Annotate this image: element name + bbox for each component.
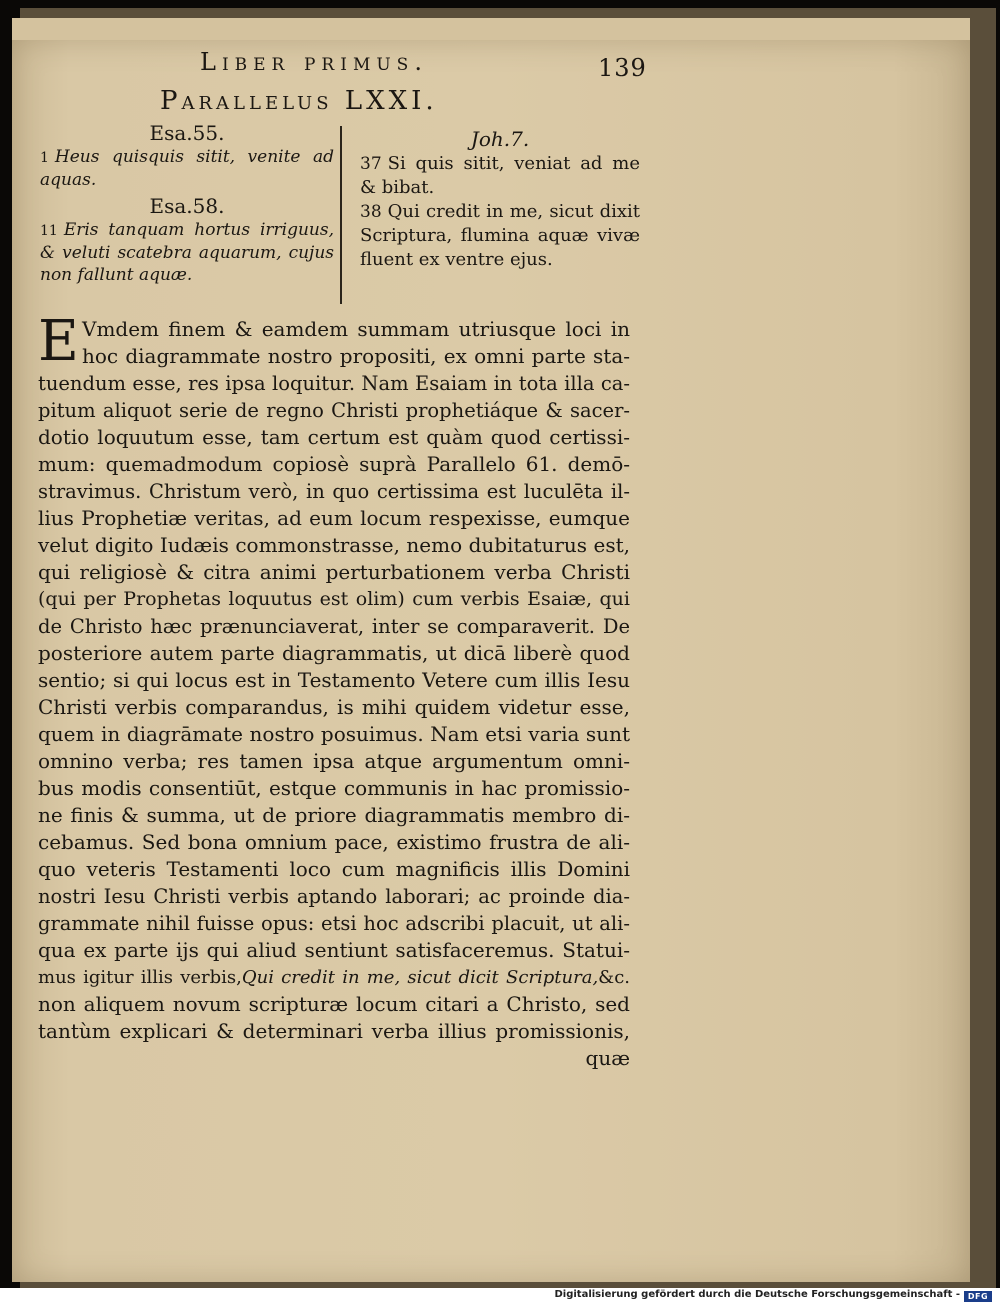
- body-line: hoc diagrammate nostro propositi, ex omni parte sta-: [82, 344, 630, 368]
- body-line: non aliquem novum scripturæ locum citari a Christo, sed: [38, 992, 630, 1016]
- etc-abbreviation: &c.: [598, 967, 630, 988]
- body-line: mum: quemadmodum copiosè suprà Parallelo 61. demō-: [38, 452, 630, 476]
- verse-joh-7-37: [360, 152, 640, 200]
- verse-number: 38: [360, 202, 382, 222]
- body-line: lius Prophetiæ veritas, ad eum locum respexisse, eumque: [38, 506, 630, 530]
- body-line: qui religiosè & citra animi perturbationem verba Christi: [38, 560, 630, 584]
- body-line: bus modis consentiūt, estque communis in hac promissio-: [38, 776, 630, 800]
- verse-text: Eris tanquam hortus irriguus, & veluti scatebra aquarum, cujus non fallunt aquæ.: [40, 220, 334, 285]
- body-line: ne finis & summa, ut de priore diagrammatis membro di-: [38, 803, 630, 827]
- column-divider: [340, 126, 342, 304]
- body-line: stravimus. Christum verò, in quo certissima est luculēta il-: [38, 480, 630, 503]
- body-line: nostri Iesu Christi verbis aptando laborari; ac proinde dia-: [38, 885, 630, 908]
- verse-esa-58-11: [40, 219, 334, 286]
- body-line: qua ex parte ijs qui aliud sentiunt satisfaceremus. Statui-: [38, 938, 630, 962]
- body-line: grammate nihil fuisse opus: etsi hoc adscribi placuit, ut ali-: [38, 912, 630, 935]
- verse-text: Qui credit in me, sicut dixit Scriptura, flumina aquæ vivæ fluent ex ventre ejus.: [360, 201, 640, 270]
- running-head: Liber primus.: [200, 48, 428, 76]
- body-line-with-quotation: [38, 964, 630, 991]
- left-column: [40, 120, 334, 286]
- verse-esa-55-1: [40, 146, 334, 191]
- reference-esa-55: Esa.55.: [149, 121, 225, 145]
- digitization-footer: [0, 1288, 1000, 1305]
- footer-credit: Digitalisierung gefördert durch die Deutsche Forschungsgemeinschaft -: [554, 1289, 960, 1300]
- body-line: (qui per Prophetas loquutus est olim) cum verbis Esaiæ, qui: [38, 588, 630, 610]
- reference-joh-7: Joh.7.: [470, 127, 530, 151]
- body-line: omnino verba; res tamen ipsa atque argumentum omni-: [38, 749, 630, 773]
- parallel-title: Parallelus LXXI.: [160, 86, 438, 116]
- body-line: de Christo hæc prænunciaverat, inter se comparaverit. De: [38, 615, 630, 638]
- body-line: Vmdem finem & eamdem summam utriusque loci in: [82, 317, 630, 341]
- body-text: [38, 309, 630, 1072]
- drop-cap: E: [38, 309, 79, 374]
- body-line: tantùm explicari & determinari verba illius promissionis,: [38, 1019, 630, 1043]
- verse-joh-7-38: [360, 200, 640, 272]
- body-line: dotio loquutum esse, tam certum est quàm quod certissi-: [38, 425, 630, 449]
- catchword: quæ: [585, 1046, 630, 1070]
- body-line: velut digito Iudæis commonstrasse, nemo dubitaturus est,: [38, 533, 630, 557]
- body-line: tuendum esse, res ipsa loquitur. Nam Esaiam in tota illa ca-: [38, 372, 630, 395]
- scripture-quotation: Qui credit in me, sicut dicit Scriptura,: [241, 967, 599, 988]
- body-line: quem in diagrāmate nostro posuimus. Nam etsi varia sunt: [38, 722, 630, 746]
- verse-number: 11: [40, 223, 58, 239]
- verse-text: Heus quisquis sitit, venite ad aquas.: [40, 147, 334, 190]
- body-line: cebamus. Sed bona omnium pace, existimo frustra de ali-: [38, 830, 630, 854]
- body-line: Christi verbis comparandus, is mihi quidem videtur esse,: [38, 695, 630, 719]
- reference-esa-58: Esa.58.: [149, 194, 225, 218]
- verse-number: 37: [360, 154, 382, 174]
- body-line: sentio; si qui locus est in Testamento Vetere cum illis Iesu: [38, 668, 630, 692]
- right-column: [360, 126, 640, 272]
- verse-text: Si quis sitit, veniat ad me & bibat.: [360, 153, 640, 198]
- body-line: quo veteris Testamenti loco cum magnificis illis Domini: [38, 857, 630, 881]
- body-line: posteriore autem parte diagrammatis, ut dicā liberè quod: [38, 641, 630, 665]
- page-number: 139: [598, 54, 647, 82]
- body-line-text: mus igitur illis verbis,: [38, 967, 242, 988]
- body-line: pitum aliquot serie de regno Christi prophetiáque & sacer-: [38, 399, 630, 422]
- verse-number: 1: [40, 150, 49, 166]
- dfg-logo: DFG: [964, 1291, 992, 1302]
